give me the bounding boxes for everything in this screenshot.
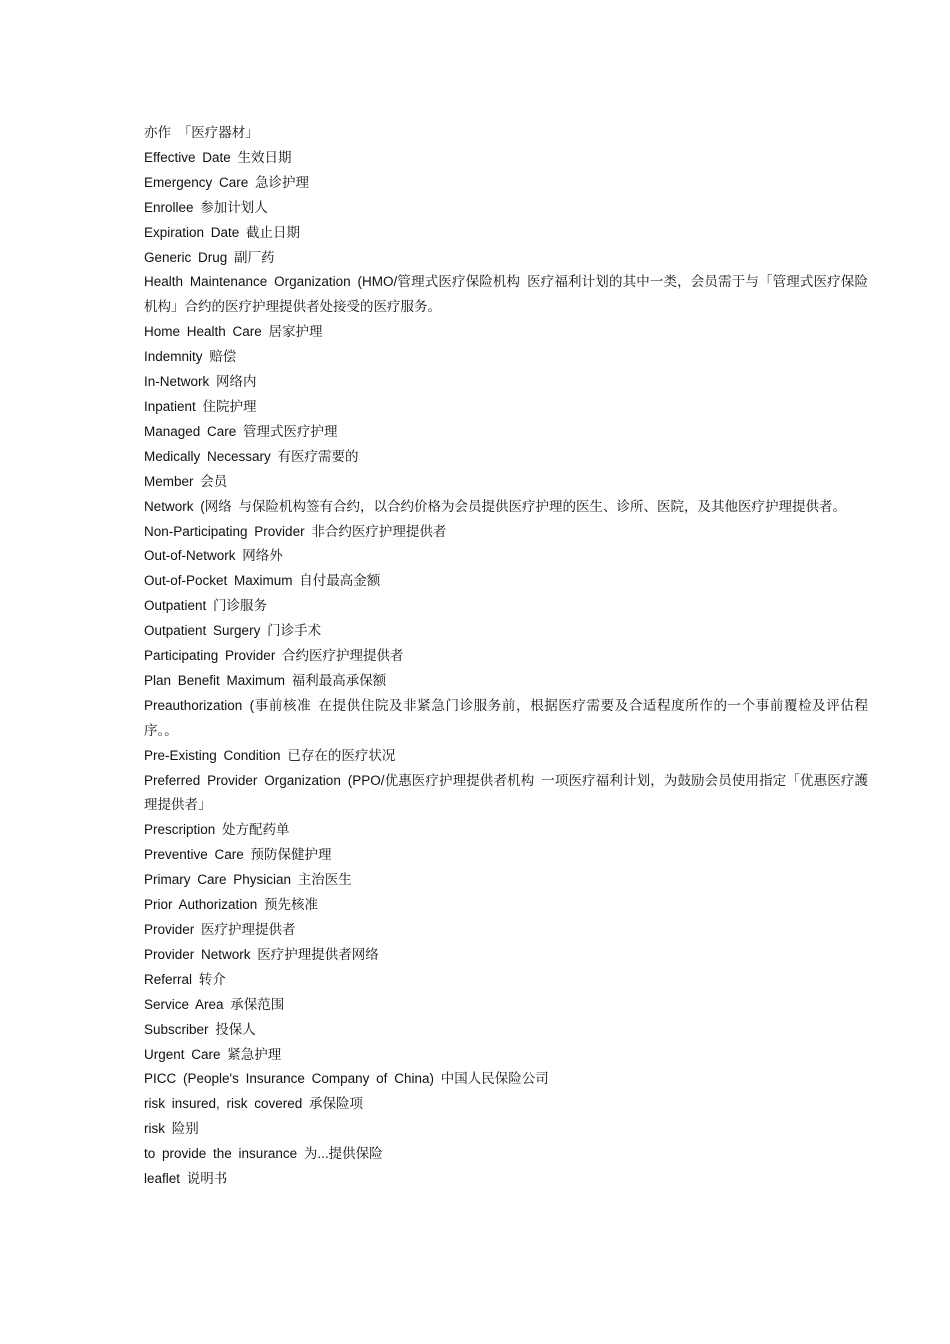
glossary-entry: Non-Participating Provider 非合约医疗护理提供者 <box>144 523 447 539</box>
glossary-entry: risk insured, risk covered 承保险项 <box>144 1096 364 1112</box>
glossary-entry: Plan Benefit Maximum 福利最高承保额 <box>144 672 387 688</box>
glossary-entry: Out-of-Pocket Maximum 自付最高金额 <box>144 573 381 589</box>
glossary-entry: Outpatient Surgery 门诊手术 <box>144 623 322 639</box>
glossary-entry: Indemnity 赔偿 <box>144 349 237 365</box>
glossary-entry: Prior Authorization 预先核准 <box>144 897 319 913</box>
glossary-entry: Enrollee 参加计划人 <box>144 199 268 215</box>
glossary-entry: leaflet 说明书 <box>144 1171 228 1187</box>
glossary-entry: Prescription 处方配药单 <box>144 822 290 838</box>
glossary-entry: Managed Care 管理式医疗护理 <box>144 423 338 439</box>
glossary-entry: Effective Date 生效日期 <box>144 149 292 165</box>
glossary-entry: Referral 转介 <box>144 971 226 987</box>
glossary-entry: Emergency Care 急诊护理 <box>144 174 310 190</box>
glossary-entry: Subscriber 投保人 <box>144 1021 256 1037</box>
glossary-entry: Generic Drug 副厂药 <box>144 249 275 265</box>
glossary-entry: Primary Care Physician 主治医生 <box>144 872 352 888</box>
glossary-entry: Inpatient 住院护理 <box>144 398 257 414</box>
glossary-entry: Pre-Existing Condition 已存在的医疗状况 <box>144 747 396 763</box>
glossary-entry: Outpatient 门诊服务 <box>144 598 268 614</box>
glossary-entry: risk 险别 <box>144 1121 199 1137</box>
glossary-entry: Preventive Care 预防保健护理 <box>144 847 332 863</box>
glossary-entry: 亦作 「医疗器材」 <box>144 125 259 140</box>
glossary-entry: to provide the insurance 为...提供保险 <box>144 1146 383 1162</box>
glossary-entry: Urgent Care 紧急护理 <box>144 1046 282 1062</box>
glossary-entry: Provider 医疗护理提供者 <box>144 922 296 937</box>
glossary-entry: PICC (People's Insurance Company of China) 中国人民保险公司 <box>144 1071 549 1087</box>
glossary-entry: Service Area 承保范围 <box>144 996 285 1012</box>
glossary-entry: In-Network 网络内 <box>144 374 257 390</box>
glossary-page <box>144 121 868 1192</box>
glossary-entry: Preferred Provider Organization (PPO/优惠医疗护理提供者机构 一项医疗福利计划，为鼓励会员使用指定「优惠医疗護理提供者」 <box>144 772 868 813</box>
glossary-entry: Member 会员 <box>144 473 228 489</box>
glossary-entry: Provider Network 医疗护理提供者网络 <box>144 946 379 962</box>
glossary-entry: Home Health Care 居家护理 <box>144 324 323 340</box>
glossary-entry: Medically Necessary 有医疗需要的 <box>144 448 359 464</box>
glossary-entry: Health Maintenance Organization (HMO/管理式医疗保险机构 医疗福利计划的其中一类，会员需于与「管理式医疗保险机构」合约的医疗护理提供者处接受的医疗服务。 <box>144 274 868 315</box>
glossary-entry: Expiration Date 截止日期 <box>144 224 301 240</box>
glossary-entry: Network (网络 与保险机构签有合约，以合约价格为会员提供医疗护理的医生、诊所、医院，及其他医疗护理提供者。 <box>144 498 847 514</box>
glossary-entry: Preauthorization (事前核准 在提供住院及非紧急门诊服务前，根据医疗需要及合适程度所作的一个事前覆检及评估程序。。 <box>144 697 868 738</box>
glossary-entry: Out-of-Network 网络外 <box>144 548 283 564</box>
glossary-entry: Participating Provider 合约医疗护理提供者 <box>144 648 404 664</box>
